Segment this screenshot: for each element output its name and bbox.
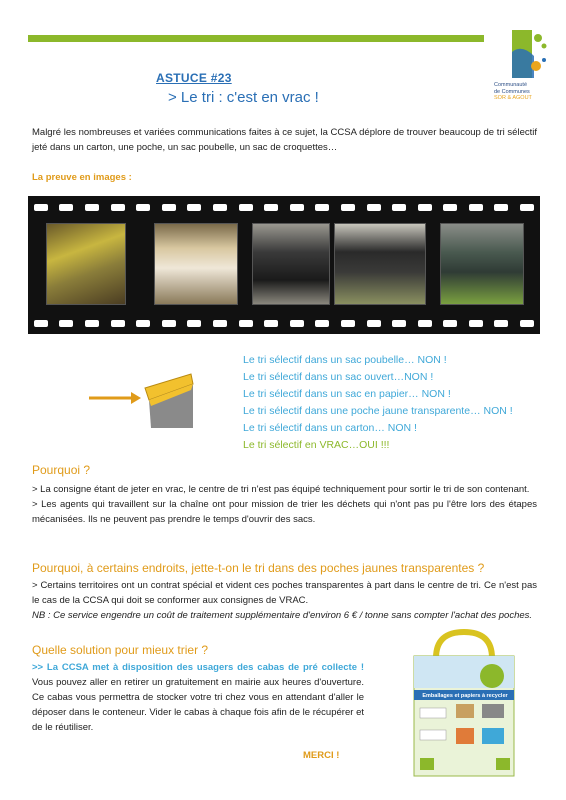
pourquoi-heading: Pourquoi ? bbox=[32, 463, 91, 477]
photo-sack-yellow bbox=[46, 223, 126, 305]
logo-text bbox=[494, 82, 556, 102]
pourquoi-poches-text bbox=[32, 578, 537, 623]
pourquoi-poches-paragraph: > Certains territoires ont un contrat spécial et vident ces poches transparentes à part dans le centre de tri. Ce n'est pas le cas de la CCSA qui doit se conformer aux consignes de VRAC. bbox=[32, 580, 537, 606]
page-subtitle: > Le tri : c'est en vrac ! bbox=[168, 89, 319, 106]
pourquoi-poches-heading: Pourquoi, à certains endroits, jette-t-on le tri dans des poches jaunes transparentes ? bbox=[32, 561, 485, 575]
tri-item-vrac: Le tri sélectif en VRAC…OUI !!! bbox=[243, 439, 390, 451]
tri-list bbox=[243, 352, 513, 454]
photo-containers bbox=[440, 223, 524, 305]
bag-title: Emballages et papiers à recycler bbox=[422, 693, 508, 699]
recycling-bin-icon bbox=[87, 360, 197, 432]
astuce-title: ASTUCE #23 bbox=[156, 71, 232, 85]
photo-bags-pile bbox=[334, 223, 426, 305]
tri-item: Le tri sélectif dans un sac poubelle… NON ! bbox=[243, 354, 447, 366]
solution-body: Vous pouvez aller en retirer un gratuitement en mairie aux heures d'ouverture. Ce cabas vous permettra de stocker votre tri chez vous en attendant d'aller le déposer dans le conteneur. Vider le cabas à chaque fois afin de le récupérer et de le réutiliser. bbox=[32, 677, 364, 733]
tri-item: Le tri sélectif dans un carton… NON ! bbox=[243, 422, 417, 434]
tri-item: Le tri sélectif dans une poche jaune transparente… NON ! bbox=[243, 405, 513, 417]
solution-text bbox=[32, 660, 364, 735]
pourquoi-paragraph-1: > La consigne étant de jeter en vrac, le centre de tri n'est pas équipé techniquement pour sortir le tri de son contenant. bbox=[32, 484, 530, 495]
tri-item: Le tri sélectif dans un sac en papier… NON ! bbox=[243, 388, 451, 400]
nb-note: NB : Ce service engendre un coût de traitement supplémentaire d'environ 6 € / tonne sans compter l'achat des poches. bbox=[32, 610, 533, 621]
photo-black-bag bbox=[252, 223, 330, 305]
header-bar bbox=[28, 35, 484, 42]
solution-lead: >> La CCSA met à disposition des usagers des cabas de pré collecte ! bbox=[32, 662, 364, 673]
film-strip bbox=[28, 196, 540, 334]
intro-paragraph: Malgré les nombreuses et variées communications faites à ce sujet, la CCSA déplore de trouver beaucoup de tri sélectif jeté dans un carton, une poche, un sac poubelle, un sac de croquettes… bbox=[32, 127, 537, 153]
solution-heading: Quelle solution pour mieux trier ? bbox=[32, 643, 209, 657]
logo-line-2: de Communes bbox=[494, 88, 530, 95]
film-holes-bottom bbox=[28, 316, 540, 330]
tri-item: Le tri sélectif dans un sac ouvert…NON ! bbox=[243, 371, 434, 383]
logo-line-3: SOR & AGOUT bbox=[494, 95, 532, 101]
cabas-bag-image bbox=[406, 628, 522, 778]
pourquoi-text bbox=[32, 482, 537, 527]
photo-cardboard-box bbox=[154, 223, 238, 305]
merci-text: MERCI ! bbox=[303, 750, 340, 761]
pourquoi-paragraph-2: > Les agents qui travaillent sur la chaîne ont pour mission de trier les déchets qui n'ont pas pu l'être lors des étapes mécanisées. Ils ne peuvent pas prendre le temps d'ouvrir des sacs. bbox=[32, 499, 537, 525]
film-holes-top bbox=[28, 200, 540, 214]
preuve-heading: La preuve en images : bbox=[32, 172, 132, 183]
logo-line-1: Communauté bbox=[494, 82, 528, 88]
